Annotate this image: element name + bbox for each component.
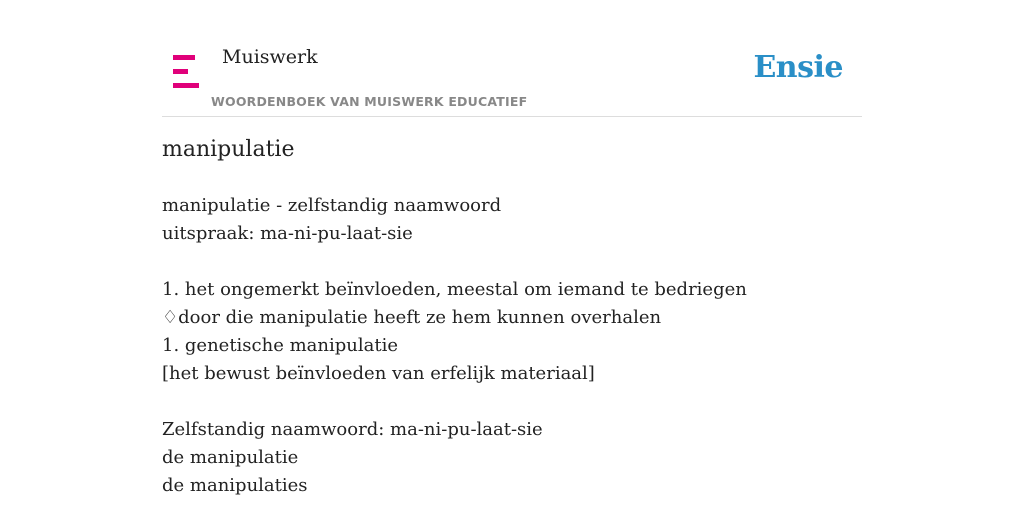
definition-blank-line <box>162 388 862 416</box>
definition-line: 1. genetische manipulatie <box>162 335 398 356</box>
definition-blank-line <box>162 248 862 276</box>
definition-line: uitspraak: ma-ni-pu-laat-sie <box>162 223 413 244</box>
logo-bar-bottom <box>173 83 199 88</box>
muiswerk-logo-icon[interactable] <box>173 55 199 88</box>
site-subtitle: WOORDENBOEK VAN MUISWERK EDUCATIEF <box>211 94 528 109</box>
definition-line: 1. het ongemerkt beïnvloeden, meestal om iemand te bedriegen <box>162 279 747 300</box>
definition-line: de manipulatie <box>162 447 299 468</box>
logo-bar-top <box>173 55 195 60</box>
definition-line: [het bewust beïnvloeden van erfelijk materiaal] <box>162 363 595 384</box>
definition-body <box>162 192 862 500</box>
definition-line: manipulatie - zelfstandig naamwoord <box>162 195 502 216</box>
site-header <box>162 0 862 117</box>
definition-line: Zelfstandig naamwoord: ma-ni-pu-laat-sie <box>162 419 543 440</box>
site-title-link[interactable]: Muiswerk <box>222 46 318 68</box>
page-title: manipulatie <box>162 137 295 162</box>
ensie-logo-link[interactable]: Ensie <box>753 50 843 85</box>
logo-bar-middle <box>173 69 188 74</box>
definition-line: ♢door die manipulatie heeft ze hem kunnen overhalen <box>162 307 662 328</box>
definition-line: de manipulaties <box>162 475 308 496</box>
